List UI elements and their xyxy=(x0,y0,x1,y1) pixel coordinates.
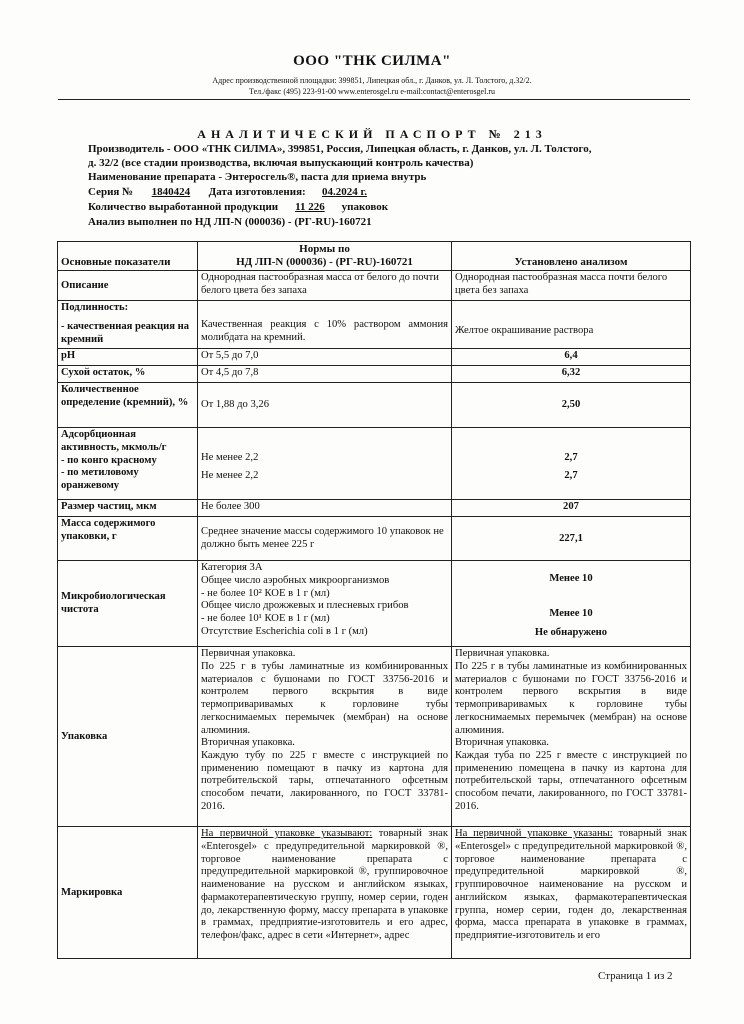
table-row xyxy=(58,647,691,827)
row-name: Размер частиц, мкм xyxy=(58,500,198,517)
micro-category: Категория 3А xyxy=(201,562,263,574)
pack-norm-c: Вторичная упаковка. xyxy=(201,737,295,749)
micro-norm-3: Отсутствие Escherichia coli в 1 г (мл) xyxy=(201,625,368,637)
pack-result-c: Вторичная упаковка. xyxy=(455,737,549,749)
quantity-value: 11 226 xyxy=(295,201,325,213)
table-row xyxy=(58,827,691,959)
quantity-unit: упаковок xyxy=(341,201,389,213)
row-name-sub2: - по метиловому оранжевому xyxy=(61,467,139,492)
row-result: 227,1 xyxy=(452,517,691,561)
micro-norm-2b: - не более 10¹ КОЕ в 1 г (мл) xyxy=(201,613,330,625)
row-result-2: 2,7 xyxy=(564,470,578,482)
date-label: Дата изготовления: xyxy=(208,186,306,198)
date-value: 04.2024 г. xyxy=(321,186,367,198)
row-result: 6,32 xyxy=(452,366,691,383)
table-row xyxy=(58,561,691,647)
table-row xyxy=(58,517,691,561)
micro-norm-1: Общее число аэробных микроорганизмов xyxy=(201,575,390,587)
row-norm-1: Не менее 2,2 xyxy=(201,452,259,464)
series-label: Серия № xyxy=(88,186,134,198)
row-norm xyxy=(198,428,452,500)
header-norms xyxy=(198,242,452,271)
row-norm xyxy=(198,827,452,959)
row-norm: От 4,5 до 7,8 xyxy=(198,366,452,383)
header-rule xyxy=(58,99,690,100)
table-row xyxy=(58,349,691,366)
row-name-sub1: - по конго красному xyxy=(61,454,157,466)
header-indicators: Основные показатели xyxy=(58,242,198,271)
row-name: Масса содержимого упаковки, г xyxy=(58,517,198,561)
row-norm-2: Не менее 2,2 xyxy=(201,470,259,482)
company-address: Адрес производственной площадки: 399851, Липецкая обл., г. Данков, ул. Л. Толстого, д.32/2. xyxy=(212,76,532,85)
row-result xyxy=(452,647,691,827)
micro-norm-1b: - не более 10² КОЕ в 1 г (мл) xyxy=(201,587,330,599)
row-norm: Качественная реакция с 10% раствором аммония молибдата на кремний. xyxy=(198,301,452,349)
row-name-main: Адсорбционная активность, мкмоль/г xyxy=(61,429,167,454)
row-norm xyxy=(198,647,452,827)
row-norm: Однородная пастообразная масса от белого до почти белого цвета без запаха xyxy=(198,271,452,301)
product-name: Наименование препарата - Энтеросгель®, паста для приема внутрь xyxy=(88,171,427,183)
mark-result-heading: На первичной упаковке указаны: xyxy=(455,828,613,840)
row-result: 207 xyxy=(452,500,691,517)
quantity-line xyxy=(88,201,388,213)
header-norms-line2: НД ЛП-N (000036) - (РГ-RU)-160721 xyxy=(236,256,413,269)
row-result: Однородная пастообразная масса почти белого цвета без запаха xyxy=(452,271,691,301)
mark-norm-heading: На первичной упаковке указывают: xyxy=(201,828,373,840)
pack-result-b: По 225 г в тубы ламинатные из комбинированных материалов с бушонами по ГОСТ 33756-2016 и контролем первого вскрытия в виде термоприваривамых к горловине тубы легкоснимаемых перемычек (мембран) на основе алюминия. xyxy=(455,661,687,736)
micro-result-2: Менее 10 xyxy=(549,608,593,620)
row-norm xyxy=(198,561,452,647)
micro-norm-2: Общее число дрожжевых и плесневых грибов xyxy=(201,600,409,612)
row-norm: От 5,5 до 7,0 xyxy=(198,349,452,366)
row-name: Описание xyxy=(58,271,198,301)
row-name: pH xyxy=(58,349,198,366)
table-row xyxy=(58,271,691,301)
table-header-row xyxy=(58,242,691,271)
pack-result-a: Первичная упаковка. xyxy=(455,648,550,660)
row-result: 2,50 xyxy=(452,383,691,428)
table-row xyxy=(58,383,691,428)
micro-result-3: Не обнаружено xyxy=(534,626,608,638)
company-name: ООО "ТНК СИЛМА" xyxy=(293,53,451,69)
pack-norm-d: Каждую тубу по 225 г вместе с инструкцией по применению помещают в пачку из картона для потребительской тары, отпечатанного офсетным способом печати, лакированного, по ГОСТ 33781-2016. xyxy=(201,750,448,812)
pack-norm-a: Первичная упаковка. xyxy=(201,648,296,660)
quantity-label: Количество выработанной продукции xyxy=(88,201,279,213)
pack-norm-b: По 225 г в тубы ламинатные из комбинированных материалов с бушонами по ГОСТ 33756-2016 и контролем первого вскрытия в виде термоприваривамых к горловине тубы легкоснимаемых перемычек (мембран) на основе алюминия. xyxy=(201,661,448,736)
header-norms-line1: Нормы по xyxy=(299,243,350,255)
row-result xyxy=(452,827,691,959)
table-row xyxy=(58,428,691,500)
row-name: Сухой остаток, % xyxy=(58,366,198,383)
row-name: Упаковка xyxy=(58,647,198,827)
mark-result-text: товарный знак «Enterosgel» с предупредительной маркировкой ®, торговое наименование препарата с предупредительной маркировкой ®, группировочное наименование на русском и английском языках, фармакотерапевтическая группа, номер серии, годен до, лекарственная форма, масса препарата в упаковке в граммах, предприятие-изготовитель и его xyxy=(455,828,687,941)
row-name: Микробиологическая чистота xyxy=(58,561,198,647)
row-name-main: Подлинность: xyxy=(61,302,129,314)
page-number: Страница 1 из 2 xyxy=(598,970,673,982)
row-result xyxy=(452,428,691,500)
row-norm: Не более 300 xyxy=(198,500,452,517)
table-row xyxy=(58,366,691,383)
analysis-method: Анализ выполнен по НД ЛП-N (000036) - (РГ-RU)-160721 xyxy=(88,216,372,228)
row-norm: От 1,88 до 3,26 xyxy=(198,383,452,428)
producer-line: Производитель - ООО «ТНК СИЛМА», 399851, Россия, Липецкая область, г. Данков, ул. Л. Толстого, xyxy=(88,143,592,155)
company-contacts: Тел./факс (495) 223-91-00 www.enterosgel.ru e-mail:contact@enterosgel.ru xyxy=(249,87,495,96)
table-row xyxy=(58,301,691,349)
row-name-sub: - качественная реакция на кремний xyxy=(61,321,189,345)
producer-line-cont: д. 32/2 (все стадии производства, включая выпускающий контроль качества) xyxy=(88,157,474,169)
series-value: 1840424 xyxy=(151,186,191,198)
row-result-1: 2,7 xyxy=(564,452,578,464)
table-row xyxy=(58,500,691,517)
row-result xyxy=(452,561,691,647)
micro-result-1: Менее 10 xyxy=(549,573,593,585)
header-result: Установлено анализом xyxy=(452,242,691,271)
row-norm: Среднее значение массы содержимого 10 упаковок не должно быть менее 225 г xyxy=(198,517,452,561)
row-name: Количественное определение (кремний), % xyxy=(58,383,198,428)
analysis-table xyxy=(57,241,691,959)
row-name xyxy=(58,301,198,349)
row-name: Маркировка xyxy=(58,827,198,959)
mark-norm-text: товарный знак «Enterosgel» с предупредительной маркировкой ®, торговое наименование препарата с предупредительной маркировкой ®, группировочное наименование на русском и английском языках, фармакотерапевтическую группу, номер серии, годен до, лекарственную форму, массу препарата в упаковке в граммах, предприятие-изготовитель и его адрес, телефон/факс, адрес в сети «Интернет», адрес xyxy=(201,828,449,941)
passport-title: АНАЛИТИЧЕСКИЙ ПАСПОРТ № 213 xyxy=(197,127,547,141)
row-name xyxy=(58,428,198,500)
series-date-line xyxy=(88,186,380,198)
row-result: 6,4 xyxy=(452,349,691,366)
pack-result-d: Каждая туба по 225 г вместе с инструкцией по применению помещена в пачку из картона для потребительской тары, отпечатанного офсетным способом печати, лакированного, по ГОСТ 33781-2016. xyxy=(455,750,687,812)
row-result: Желтое окрашивание раствора xyxy=(452,301,691,349)
